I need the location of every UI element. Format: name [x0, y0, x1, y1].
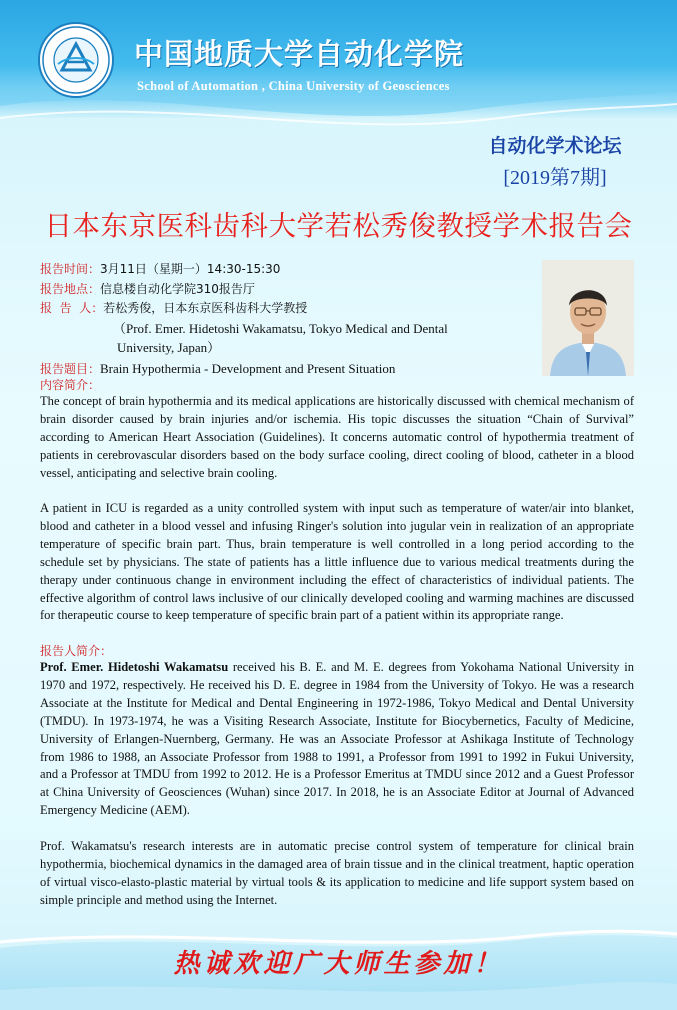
bio-paragraph-1: [40, 659, 634, 820]
speaker-english-line-1: （Prof. Emer. Hidetoshi Wakamatsu, Tokyo Medical and Dental: [113, 321, 448, 336]
topic-label: 报告题目：: [40, 362, 101, 376]
speaker-english-line-2: University, Japan）: [117, 340, 221, 355]
school-name-cn: 中国地质大学自动化学院: [134, 37, 465, 71]
university-logo: [38, 22, 114, 98]
bio-label: 报告人简介：: [40, 644, 113, 658]
place-value: 信息楼自动化学院310报告厅: [100, 282, 255, 296]
abstract-paragraph-2: A patient in ICU is regarded as a unity controlled system with input such as temperature of water/air into blanket, blood and catheter in a blood vessel and infusing Ringer's solution into jugular vein in realization of an appropriate temperature of specific brain part. Thus, brain temperature is well controlled in a long period according to the schedule set by physicians. The state of patients has a little influence due to various medical treatments during the therapy under continuous change in environment including the effect of characteristics of individual patients. The effective algorithm of control laws inclusive of our clinically developed cooling and warming machines are discussed for therapeutic course to keep temperature of specific brain part of a patient within its appropriate range.: [40, 501, 634, 623]
speaker-name-bold: Prof. Emer. Hidetoshi Wakamatsu: [40, 660, 229, 674]
school-name-en: School of Automation , China University of Geosciences: [137, 79, 450, 93]
forum-title: 自动化学术论坛: [488, 135, 622, 157]
logo-emblem-icon: [40, 24, 112, 96]
topic-value: Brain Hypothermia - Development and Present Situation: [100, 361, 396, 376]
main-title: 日本东京医科齿科大学若松秀俊教授学术报告会: [44, 210, 633, 242]
bio-paragraph-2: Prof. Wakamatsu's research interests are in automatic precise control system of temperature for clinical brain hypothermia, biochemical dynamics in the damaged area of brain tissue and in the clinical treatment, haptic operation of virtual visco-elasto-plastic material by virtual tools & its application to medicine and life support system based on simple principle and method using the Internet.: [40, 839, 634, 907]
forum-issue: [2019第7期]: [503, 167, 607, 189]
speaker-value: 若松秀俊，日本东京医科齿科大学教授: [103, 301, 308, 315]
speaker-label: 报 告 人：: [40, 301, 104, 315]
info-time-row: [40, 260, 280, 277]
abstract-paragraph-1: The concept of brain hypothermia and its medical applications are historically discussed with chemical mechanism of brain disorder caused by brain injuries and/or ischemia. His topic discusses the situation “Chain of Survival” according to American Heart Association (Guidelines). It concerns automatic control of hypothermia treatment of patients in cerebrovascular disorders based on the body surface cooling, direct cooling of blood, catheter in a blood vessel, anticipating and selective brain cooling.: [40, 394, 634, 480]
info-topic-row: [40, 360, 395, 377]
speaker-portrait-icon: [542, 260, 634, 376]
info-place-row: [40, 280, 255, 297]
info-speaker-row: [40, 299, 307, 316]
place-label: 报告地点：: [40, 282, 101, 296]
time-value: 3月11日（星期一）14:30-15:30: [100, 262, 281, 276]
speaker-photo: [542, 260, 634, 376]
time-label: 报告时间：: [40, 262, 101, 276]
abstract-label: 内容简介：: [40, 378, 101, 392]
welcome-slogan: 热诚欢迎广大师生参加！: [173, 949, 504, 979]
bio-paragraph-1-text: received his B. E. and M. E. degrees from Yokohama National University in 1970 and 1972, respectively. He received his D. E. degree in 1984 from the University of Tokyo. He was a research Associate at the Institute for Medical and Dental Engineering in 1972-1986, Tokyo Medical and Dental University (TMDU). In 1973-1974, he was a Visiting Research Associate, Institute for Biocybernetics, Faculty of Medicine, University of Erlangen-Nuernberg, Germany. He was an Associate Professor at Ashikaga Institute of Technology from 1986 to 1988, an Associate Professor from 1988 to 1991, a Professor from 1991 to 1992 in Fukui University, and a Professor at TMDU from 1992 to 2012. He is a Professor Emeritus at TMDU since 2012 and a Guest Professor at China University of Geosciences (Wuhan) since 2017. In 2018, he is an Associate Editor at Journal of Advanced Emergency Medicine (AEM).: [40, 660, 634, 818]
